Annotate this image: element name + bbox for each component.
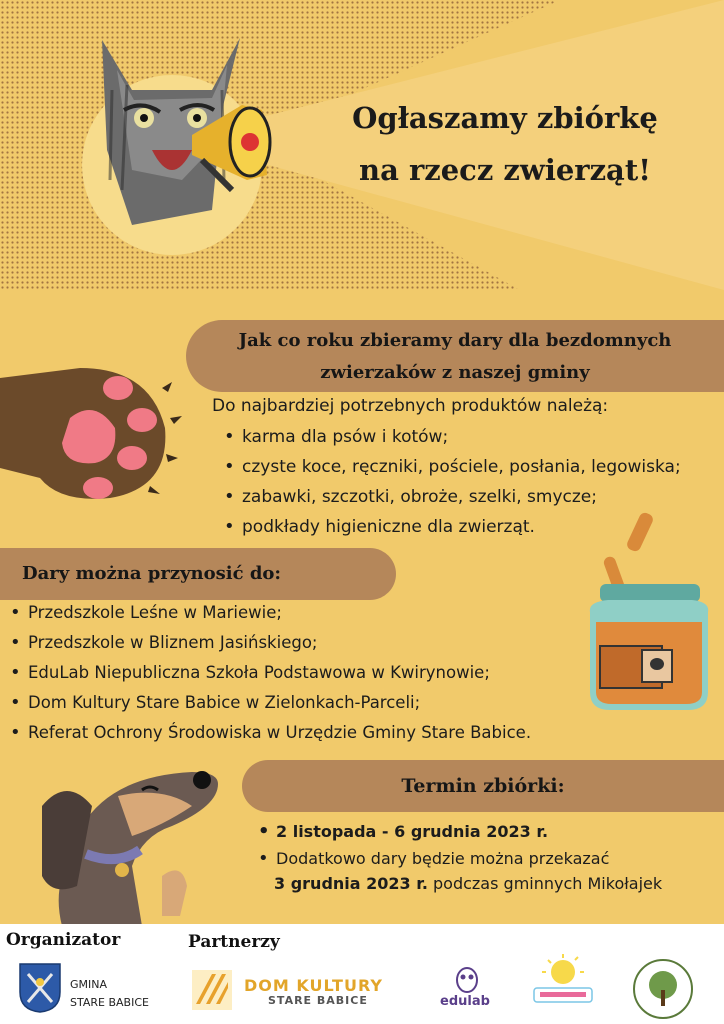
list-item: • Referat Ochrony Środowiska w Urzędzie Gminy Stare Babice.	[8, 718, 531, 748]
collection-date: • 2 listopada - 6 grudnia 2023 r.	[256, 818, 609, 845]
partners-label: Partnerzy	[188, 932, 280, 952]
section-1-title-line-2: zwierzaków z naszej gminy	[320, 362, 590, 383]
section-1-title-line-1: Jak co roku zbieramy dary dla bezdomnych	[238, 330, 672, 351]
list-item: • EduLab Niepubliczna Szkoła Podstawowa w Kwirynowie;	[8, 658, 531, 688]
section-3-title: Termin zbiórki:	[242, 760, 724, 812]
extra-date-line	[274, 874, 662, 893]
headline-line-1: Ogłaszamy zbiórkę	[352, 101, 658, 135]
headline	[310, 92, 700, 196]
organizer-label: Organizator	[6, 930, 121, 950]
dom-kultury-line-1: DOM KULTURY	[244, 976, 383, 995]
list-item: • podkłady higieniczne dla zwierząt.	[222, 512, 681, 542]
gmina-line-1: GMINA	[70, 978, 108, 991]
paw-icon	[0, 358, 180, 508]
headline-line-2: na rzecz zwierząt!	[359, 153, 651, 187]
extra-date-rest: podczas gminnych Mikołajek	[427, 874, 663, 893]
list-item: • zabawki, szczotki, obroże, szelki, smycze;	[222, 482, 681, 512]
drop-off-locations-list	[8, 598, 531, 748]
gmina-line-2: STARE BABICE	[70, 996, 149, 1009]
extra-date: 3 grudnia 2023 r.	[274, 874, 428, 893]
section-2-title: Dary można przynosić do:	[0, 548, 396, 600]
extra-info: • Dodatkowo dary będzie można przekazać	[256, 845, 609, 872]
section-1-intro: Do najbardziej potrzebnych produktów należą:	[212, 396, 609, 416]
edulab-text: edulab	[440, 994, 490, 1009]
edulab-logo	[452, 964, 482, 994]
list-item: • Dom Kultury Stare Babice w Zielonkach-Parceli;	[8, 688, 531, 718]
dom-kultury-logo	[190, 968, 234, 1012]
list-item: • Przedszkole w Bliznem Jasińskiego;	[8, 628, 531, 658]
list-item: • czyste koce, ręczniki, pościele, posłania, legowiska;	[222, 452, 681, 482]
date-list	[256, 818, 609, 872]
dom-kultury-line-2: STARE BABICE	[268, 994, 368, 1007]
treat-jar-icon	[578, 512, 718, 722]
coat-of-arms-icon	[18, 962, 62, 1014]
przedszkole-lesne-logo	[632, 958, 694, 1020]
section-1-title	[186, 320, 724, 392]
list-item: • Przedszkole Leśne w Mariewie;	[8, 598, 531, 628]
footer	[0, 924, 724, 1024]
przedszkole-logo	[528, 954, 598, 1016]
dog-icon	[22, 766, 227, 926]
gmina-logo-text	[70, 976, 149, 1012]
list-item: • karma dla psów i kotów;	[222, 422, 681, 452]
cat-megaphone-icon	[72, 30, 302, 260]
